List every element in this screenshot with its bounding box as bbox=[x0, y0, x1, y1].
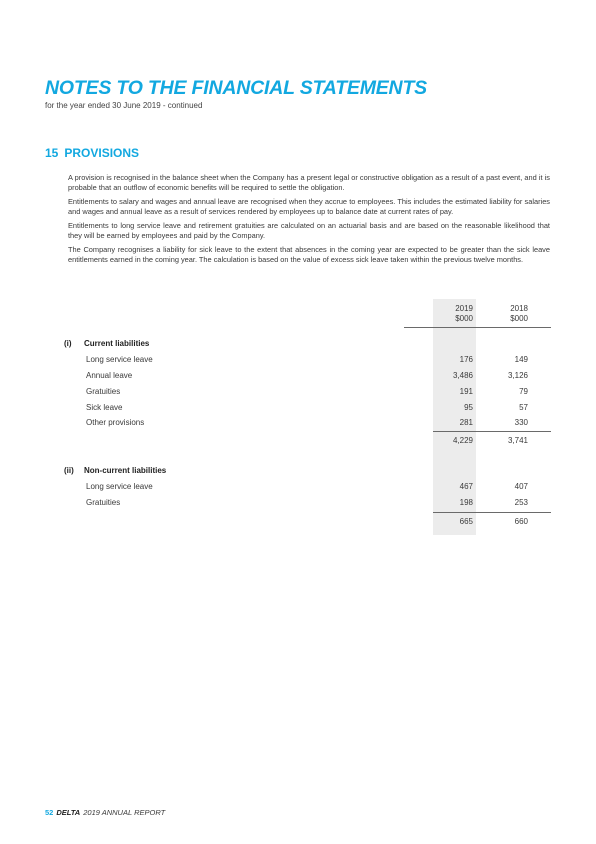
page-subtitle: for the year ended 30 June 2019 - continued bbox=[45, 101, 203, 110]
value-2018: 330 bbox=[514, 418, 528, 427]
value-2018: 3,126 bbox=[507, 371, 528, 380]
value-2018: 149 bbox=[514, 355, 528, 364]
row-label: Annual leave bbox=[86, 371, 133, 380]
section-title: PROVISIONS bbox=[64, 146, 140, 160]
row-label: Other provisions bbox=[86, 418, 145, 427]
value-2019: 198 bbox=[459, 498, 473, 507]
group-title: Non-current liabilities bbox=[84, 466, 167, 475]
group-title: Current liabilities bbox=[84, 339, 150, 348]
page-number: 52 bbox=[45, 808, 54, 817]
row-label: Sick leave bbox=[86, 403, 123, 412]
subtotal-rule bbox=[433, 431, 551, 432]
row-label: Long service leave bbox=[86, 355, 153, 364]
row-label: Long service leave bbox=[86, 482, 153, 491]
group-numeral: (i) bbox=[64, 339, 72, 348]
value-2018: 57 bbox=[519, 403, 528, 412]
value-2018: 253 bbox=[514, 498, 528, 507]
row-label: Gratuities bbox=[86, 498, 121, 507]
column-unit: $000 bbox=[455, 314, 473, 323]
page-footer bbox=[45, 808, 165, 817]
paragraph: The Company recognises a liability for sick leave to the extent that absences in the coming year are expected to be greater than the sick leave entitlements earned in the coming year. The calculation is based on the value of excess sick leave taken within the previous twelve months. bbox=[68, 244, 550, 264]
column-year: 2018 bbox=[510, 304, 528, 313]
value-2019: 467 bbox=[459, 482, 473, 491]
column-header-2018 bbox=[488, 304, 528, 324]
page-title: NOTES TO THE FINANCIAL STATEMENTS bbox=[45, 77, 427, 99]
total-2019: 665 bbox=[459, 517, 473, 526]
paragraph: Entitlements to salary and wages and annual leave are recognised when they accrue to employees. This includes the estimated liability for salaries and wages and annual leave as a result of services rendered by employees up to balance date at current rates of pay. bbox=[68, 196, 550, 216]
column-header-2019 bbox=[433, 304, 473, 324]
value-2019: 281 bbox=[459, 418, 473, 427]
value-2019: 191 bbox=[459, 387, 473, 396]
brand-name: DELTA bbox=[56, 808, 81, 817]
report-name: 2019 ANNUAL REPORT bbox=[83, 808, 166, 817]
paragraph: Entitlements to long service leave and retirement gratuities are calculated on an actuarial basis and are based on the reasonable likelihood that they will be earned by employees and paid by the Company. bbox=[68, 220, 550, 240]
value-2019: 176 bbox=[459, 355, 473, 364]
total-2018: 660 bbox=[514, 517, 528, 526]
paragraph: A provision is recognised in the balance sheet when the Company has a present legal or constructive obligation as a result of a past event, and it is probable that an outflow of economic benefits will be required to settle the obligation. bbox=[68, 173, 550, 192]
section-body bbox=[68, 173, 550, 269]
subtotal-rule bbox=[433, 512, 551, 513]
value-2019: 3,486 bbox=[452, 371, 473, 380]
value-2019: 95 bbox=[464, 403, 473, 412]
row-label: Gratuities bbox=[86, 387, 121, 396]
column-unit: $000 bbox=[510, 314, 528, 323]
group-label-non-current bbox=[64, 466, 166, 475]
column-year: 2019 bbox=[455, 304, 473, 313]
total-2018: 3,741 bbox=[507, 436, 528, 445]
header-rule bbox=[404, 327, 551, 328]
group-numeral: (ii) bbox=[64, 466, 74, 475]
group-label-current bbox=[64, 339, 149, 348]
section-number: 15 bbox=[45, 146, 59, 160]
total-2019: 4,229 bbox=[452, 436, 473, 445]
section-heading bbox=[45, 146, 139, 160]
value-2018: 79 bbox=[519, 387, 528, 396]
value-2018: 407 bbox=[514, 482, 528, 491]
